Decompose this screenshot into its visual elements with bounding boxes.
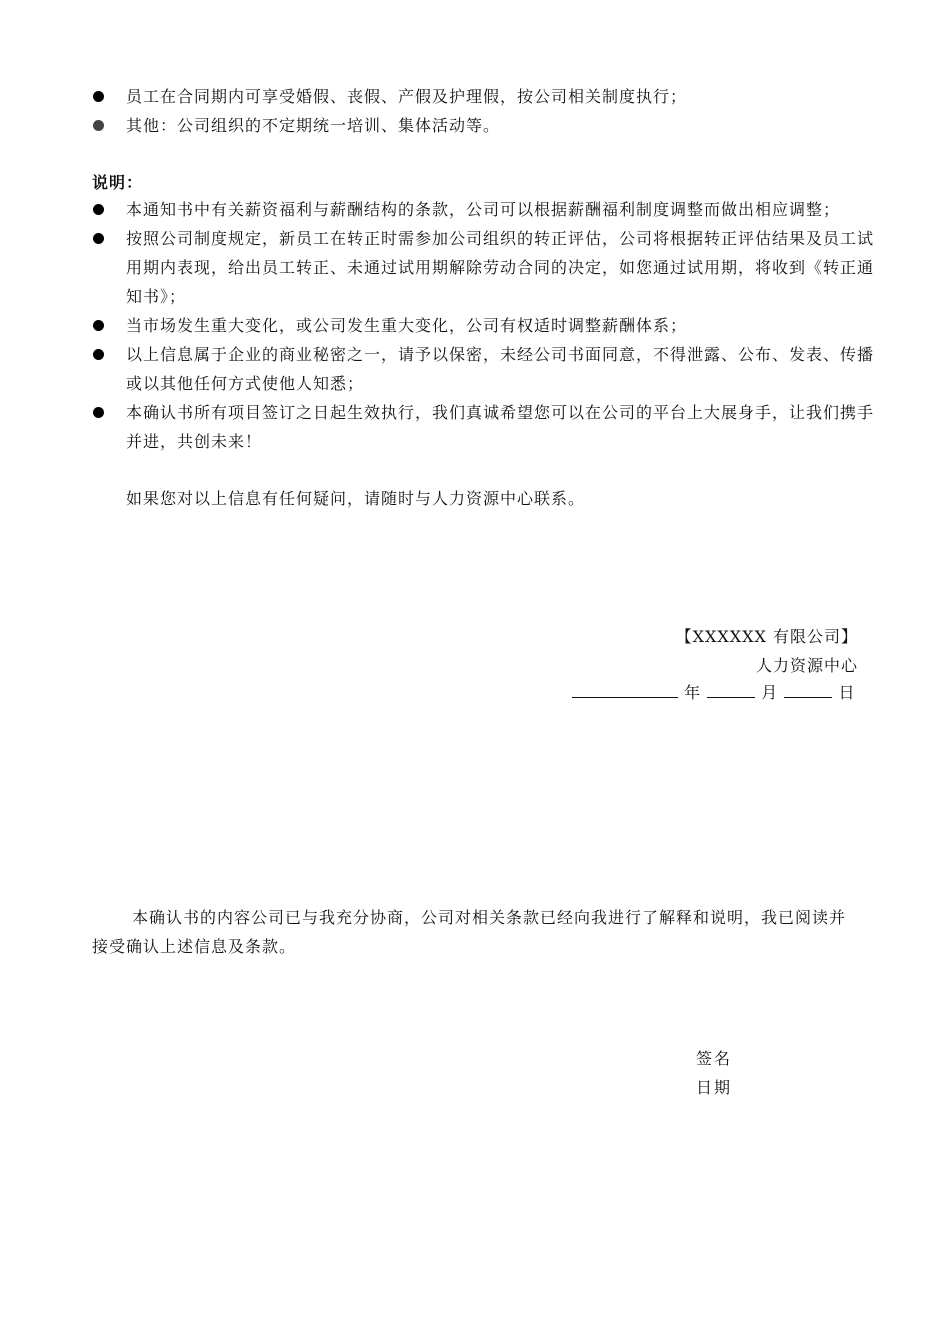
list-item: [92, 398, 882, 456]
list-item-text: 本确认书所有项目签订之日起生效执行，我们真诚希望您可以在公司的平台上大展身手，让我们携手并进，共创未来！: [126, 403, 875, 451]
notes-title: 说明：: [92, 173, 144, 192]
company-name: 【XXXXXX 有限公司】: [675, 627, 858, 646]
signature-date-label[interactable]: 日期: [696, 1078, 733, 1097]
signature-label[interactable]: 签名: [696, 1049, 733, 1068]
list-item: [92, 195, 882, 224]
bullet-icon: [93, 407, 104, 418]
bullet-icon: [93, 91, 104, 102]
confirmation-paragraph: 本确认书的内容公司已与我充分协商，公司对相关条款已经向我进行了解释和说明，我已阅读并接受确认上述信息及条款。: [92, 908, 847, 956]
bullet-icon: [93, 120, 104, 131]
bullet-icon: [93, 204, 104, 215]
contact-note: 如果您对以上信息有任何疑问，请随时与人力资源中心联系。: [126, 489, 586, 508]
department-name: 人力资源中心: [755, 656, 858, 675]
list-item-text: 员工在合同期内可享受婚假、丧假、产假及护理假，按公司相关制度执行；: [126, 87, 688, 106]
list-item: [92, 340, 882, 398]
list-item: [92, 82, 882, 111]
list-item-text: 按照公司制度规定，新员工在转正时需参加公司组织的转正评估，公司将根据转正评估结果及员工试用期内表现，给出员工转正、未通过试用期解除劳动合同的决定，如您通过试用期，将收到《转正通知书》；: [126, 229, 875, 306]
notes-list: [92, 195, 882, 456]
month-blank[interactable]: [707, 679, 755, 698]
list-item-text: 其他：公司组织的不定期统一培训、集体活动等。: [126, 116, 501, 135]
signature-block: [696, 1044, 732, 1102]
day-blank[interactable]: [784, 679, 832, 698]
issue-date-line: [572, 678, 856, 707]
month-label: 月: [761, 683, 779, 702]
bullet-icon: [93, 320, 104, 331]
list-item-text: 以上信息属于企业的商业秘密之一，请予以保密，未经公司书面同意，不得泄露、公布、发表、传播或以其他任何方式使他人知悉；: [126, 345, 875, 393]
list-item: [92, 224, 882, 311]
issuer-block: [676, 622, 858, 680]
list-item: [92, 311, 882, 340]
list-item-text: 当市场发生重大变化，或公司发生重大变化，公司有权适时调整薪酬体系；: [126, 316, 688, 335]
day-label: 日: [838, 683, 856, 702]
year-blank[interactable]: [572, 679, 678, 698]
bullet-icon: [93, 233, 104, 244]
list-item-text: 本通知书中有关薪资福利与薪酬结构的条款，公司可以根据薪酬福利制度调整而做出相应调整；: [126, 200, 841, 219]
benefits-list: [92, 82, 882, 140]
year-label: 年: [684, 683, 702, 702]
bullet-icon: [93, 349, 104, 360]
list-item: [92, 111, 882, 140]
